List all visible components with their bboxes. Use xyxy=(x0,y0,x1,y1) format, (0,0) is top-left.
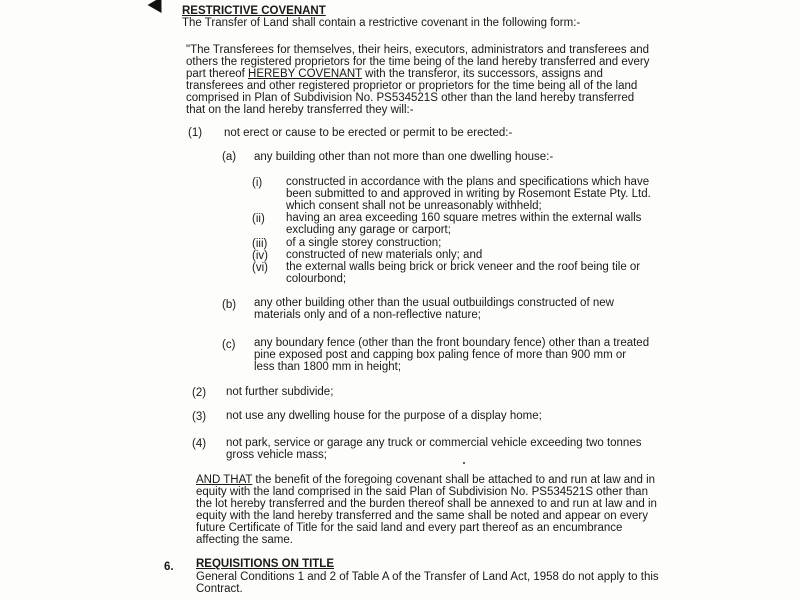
item-number: (c) xyxy=(222,339,236,351)
item-line: not park, service or garage any truck or commercial vehicle exceeding two tonnes xyxy=(226,437,642,449)
item-number: (a) xyxy=(222,151,237,163)
section-title: REQUISITIONS ON TITLE xyxy=(196,558,335,570)
para-line: "The Transferees for themselves, their heirs, executors, administrators and transferees and xyxy=(186,44,650,56)
sub-line: of a single storey construction; xyxy=(286,237,442,249)
sub-line: having an area exceeding 160 square metres within the external walls xyxy=(286,212,642,224)
section-number: 6. xyxy=(164,561,174,573)
item-text: not erect or cause to be erected or permit to be erected:- xyxy=(224,127,513,139)
section-heading: RESTRICTIVE COVENANT xyxy=(182,5,326,17)
item-number: (1) xyxy=(188,127,203,139)
para-line: comprised in Plan of Subdivision No. PS534521S other than the land hereby transferred xyxy=(186,92,635,104)
para-line-end: with the transferor, its successors, assigns and xyxy=(361,68,603,80)
item-number: (2) xyxy=(192,387,207,399)
item-line: any other building other than the usual outbuildings constructed of new xyxy=(254,297,614,309)
item-number: (3) xyxy=(192,411,207,423)
para-line: transferees and other registered proprietor or proprietors for the time being all of the land xyxy=(186,80,638,92)
section-line: General Conditions 1 and 2 of Table A of the Transfer of Land Act, 1958 do not apply to this xyxy=(196,571,659,583)
para-line: others the registered proprietors for the time being of the land hereby transferred and every xyxy=(186,56,650,68)
item-number: (4) xyxy=(192,438,207,450)
item-number: (b) xyxy=(222,299,237,311)
item-line: less than 1800 mm in height; xyxy=(254,361,402,373)
hereby-covenant: HEREBY COVENANT xyxy=(248,68,362,80)
item-line: any boundary fence (other than the front boundary fence) other than a treated xyxy=(254,337,650,349)
sub-line: the external walls being brick or brick veneer and the roof being tile or xyxy=(286,261,641,273)
sub-line: been submitted to and approved in writing by Rosemont Estate Pty. Ltd. xyxy=(286,188,651,200)
andthat-line: affecting the same. xyxy=(196,534,293,546)
sub-number: (iv) xyxy=(252,250,268,262)
speck xyxy=(463,462,465,464)
sub-number: (vi) xyxy=(252,262,268,274)
sub-line: constructed in accordance with the plans and specifications which have xyxy=(286,176,650,188)
and-that: AND THAT xyxy=(196,474,253,486)
item-text: not further subdivide; xyxy=(226,386,334,398)
andthat-line: equity with the land comprised in the said Plan of Subdivision No. PS534521S other than xyxy=(196,486,648,498)
sub-line: excluding any garage or carport; xyxy=(286,224,451,236)
item-text: any building other than not more than one dwelling house:- xyxy=(254,151,554,163)
item-line: pine exposed post and capping box paling fence of more than 900 mm or xyxy=(254,349,627,361)
item-line: materials only and of a non-reflective nature; xyxy=(254,309,481,321)
sub-line: colourbond; xyxy=(286,273,347,285)
corner-mark xyxy=(148,0,169,17)
item-line: gross vehicle mass; xyxy=(226,449,327,461)
para-line-start: part thereof xyxy=(186,68,249,80)
para-line xyxy=(186,68,603,81)
sub-line: constructed of new materials only; and xyxy=(286,249,483,261)
intro-text: The Transfer of Land shall contain a restrictive covenant in the following form:- xyxy=(182,17,581,29)
sub-number: (iii) xyxy=(252,238,268,250)
sub-number: (i) xyxy=(252,177,263,189)
andthat-rest: the benefit of the foregoing covenant shall be attached to and run at law and in xyxy=(252,474,656,486)
section-line: Contract. xyxy=(196,583,243,595)
andthat-line: equity with the land hereby transferred and the same shall be noted and appear on every xyxy=(196,510,648,522)
andthat-line: the lot hereby transferred and the burden thereof shall be annexed to and run at law and in xyxy=(196,498,657,510)
andthat-line: future Certificate of Title for the said land and every part thereof as an encumbrance xyxy=(196,522,623,534)
sub-line: which consent shall not be unreasonably withheld; xyxy=(286,200,542,212)
andthat-line xyxy=(196,474,655,487)
item-text: not use any dwelling house for the purpose of a display home; xyxy=(226,410,542,422)
sub-number: (ii) xyxy=(252,213,265,225)
para-line: that on the land hereby transferred they will:- xyxy=(186,104,414,116)
